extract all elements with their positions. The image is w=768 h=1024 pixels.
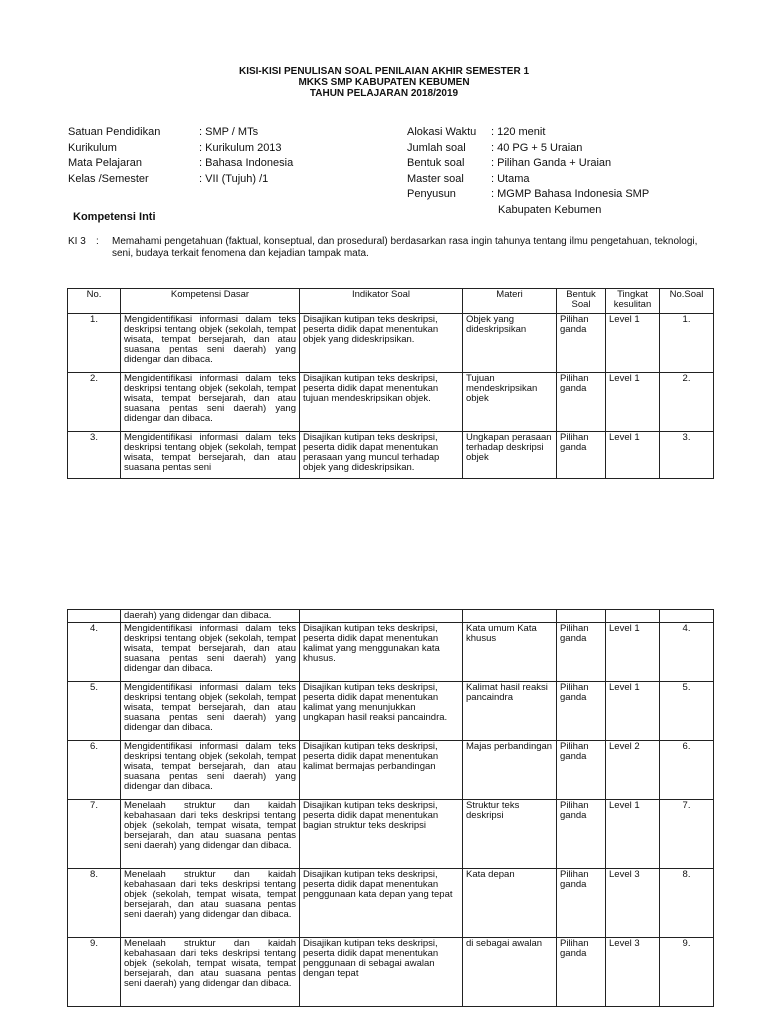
table-row: [68, 623, 714, 682]
cell-materi: Kalimat hasil reaksi pancaindra: [463, 682, 557, 741]
column-header: Tingkat kesulitan: [606, 289, 660, 314]
meta-key: Master soal: [407, 172, 464, 185]
cell-materi: Tujuan mendeskripsikan objek: [463, 373, 557, 432]
meta-row: [68, 156, 293, 172]
cell-bentuk-soal: [557, 610, 606, 623]
cell-indikator: Disajikan kutipan teks deskripsi, peserta didik dapat menentukan objek yang dideskripsikan.: [300, 314, 463, 373]
meta-key: Jumlah soal: [407, 141, 466, 154]
cell-indikator: Disajikan kutipan teks deskripsi, peserta didik dapat menentukan penggunaan di sebagai awalan dengan tepat: [300, 938, 463, 1007]
cell-tingkat: Level 1: [606, 800, 660, 869]
cell-no: 7.: [68, 800, 121, 869]
cell-kompetensi-dasar: Mengidentifikasi informasi dalam teks deskripsi tentang objek (sekolah, tempat wisata, tempat bersejarah, dan atau suasana pentas seni daerah) yang didengar dan dibaca.: [121, 373, 300, 432]
meta-right: [407, 125, 649, 218]
cell-no: 3.: [68, 432, 121, 479]
meta-value: : MGMP Bahasa Indonesia SMP: [491, 188, 650, 200]
ki-separator: :: [96, 236, 99, 247]
cell-tingkat: Level 2: [606, 741, 660, 800]
table-row: [68, 869, 714, 938]
cell-kompetensi-dasar: Mengidentifikasi informasi dalam teks deskripsi tentang objek (sekolah, tempat wisata, tempat bersejarah, dan atau suasana pentas seni daerah) yang didengar dan dibaca.: [121, 682, 300, 741]
cell-no-soal: 6.: [660, 741, 714, 800]
kisi-table-continued: [67, 609, 714, 1007]
cell-bentuk-soal: Pilihan ganda: [557, 682, 606, 741]
cell-indikator: Disajikan kutipan teks deskripsi, peserta didik dapat menentukan penggunaan kata depan yang tepat: [300, 869, 463, 938]
document-title: [0, 66, 768, 99]
document-page: [0, 0, 768, 490]
meta-left: [68, 125, 293, 187]
cell-materi: Kata umum Kata khusus: [463, 623, 557, 682]
cell-no: 2.: [68, 373, 121, 432]
table-row: [68, 314, 714, 373]
meta-key: Bentuk soal: [407, 157, 465, 169]
meta-row: [407, 141, 649, 157]
title-line-3: TAHUN PELAJARAN 2018/2019: [309, 88, 459, 99]
meta-row: [407, 187, 649, 203]
ki-label: KI 3: [68, 236, 86, 247]
table-row: [68, 938, 714, 1007]
table-row: [68, 373, 714, 432]
cell-no: 5.: [68, 682, 121, 741]
cell-tingkat: Level 1: [606, 373, 660, 432]
cell-kompetensi-dasar: Menelaah struktur dan kaidah kebahasaan dari teks deskripsi tentang objek (sekolah, tempat wisata, tempat bersejarah, dan atau suasana pentas seni daerah) yang didengar dan dibaca.: [121, 869, 300, 938]
cell-no-soal: 5.: [660, 682, 714, 741]
cell-indikator: Disajikan kutipan teks deskripsi, peserta didik dapat menentukan bagian struktur teks deskripsi: [300, 800, 463, 869]
cell-no: 9.: [68, 938, 121, 1007]
cell-indikator: Disajikan kutipan teks deskripsi, peserta didik dapat menentukan kalimat bermajas perbandingan: [300, 741, 463, 800]
section-heading: Kompetensi Inti: [73, 211, 156, 223]
meta-value: : VII (Tujuh) /1: [199, 172, 269, 185]
cell-materi: Struktur teks deskripsi: [463, 800, 557, 869]
cell-bentuk-soal: Pilihan ganda: [557, 373, 606, 432]
cell-tingkat: [606, 610, 660, 623]
cell-tingkat: Level 1: [606, 682, 660, 741]
ki-text: Memahami pengetahuan (faktual, konseptual, dan prosedural) berdasarkan rasa ingin tahunya tentang ilmu pengetahuan, teknologi, seni, budaya terkait fenomena dan kejadian tampak mata.: [112, 236, 698, 259]
column-header: Bentuk Soal: [557, 289, 606, 314]
meta-key: Satuan Pendidikan: [68, 126, 161, 138]
cell-indikator: [300, 610, 463, 623]
cell-kompetensi-dasar: Mengidentifikasi informasi dalam teks deskripsi tentang objek (sekolah, tempat wisata, tempat bersejarah, dan atau suasana pentas seni daerah) yang didengar dan dibaca.: [121, 314, 300, 373]
cell-no: 4.: [68, 623, 121, 682]
cell-bentuk-soal: Pilihan ganda: [557, 869, 606, 938]
meta-value: : 40 PG + 5 Uraian: [491, 141, 583, 154]
meta-value: : Bahasa Indonesia: [199, 157, 294, 169]
meta-row: [407, 125, 649, 141]
column-header: Indikator Soal: [300, 289, 463, 314]
cell-materi: Ungkapan perasaan terhadap deskripsi objek: [463, 432, 557, 479]
cell-kompetensi-dasar: Menelaah struktur dan kaidah kebahasaan dari teks deskripsi tentang objek (sekolah, tempat wisata, tempat bersejarah, dan atau suasana pentas seni daerah) yang didengar dan dibaca.: [121, 938, 300, 1007]
cell-tingkat: Level 1: [606, 314, 660, 373]
meta-value: : Kurikulum 2013: [199, 141, 282, 154]
cell-no-soal: 9.: [660, 938, 714, 1007]
meta-row: [407, 156, 649, 172]
cell-no-soal: 3.: [660, 432, 714, 479]
cell-kompetensi-dasar: daerah) yang didengar dan dibaca.: [121, 610, 300, 623]
meta-key: Kurikulum: [68, 141, 117, 154]
cell-kompetensi-dasar: Mengidentifikasi informasi dalam teks deskripsi tentang objek (sekolah, tempat wisata, tempat bersejarah, dan atau suasana pentas seni daerah) yang didengar dan dibaca.: [121, 741, 300, 800]
cell-no-soal: 7.: [660, 800, 714, 869]
table-row: [68, 682, 714, 741]
cell-bentuk-soal: Pilihan ganda: [557, 432, 606, 479]
meta-row: [68, 141, 293, 157]
cell-tingkat: Level 1: [606, 623, 660, 682]
meta-row: [68, 125, 293, 141]
cell-kompetensi-dasar: Mengidentifikasi informasi dalam teks deskripsi tentang objek (sekolah, tempat wisata, tempat bersejarah, dan atau suasana pentas seni daerah) yang didengar dan dibaca.: [121, 623, 300, 682]
cell-bentuk-soal: Pilihan ganda: [557, 623, 606, 682]
meta-value: : Utama: [491, 172, 530, 185]
cell-tingkat: Level 1: [606, 432, 660, 479]
cell-bentuk-soal: Pilihan ganda: [557, 800, 606, 869]
table-row: [68, 800, 714, 869]
cell-materi: Objek yang dideskripsikan: [463, 314, 557, 373]
table-row: [68, 432, 714, 479]
meta-key: Penyusun: [407, 188, 456, 200]
column-header: Kompetensi Dasar: [121, 289, 300, 314]
cell-indikator: Disajikan kutipan teks deskripsi, peserta didik dapat menentukan tujuan mendeskripsikan objek.: [300, 373, 463, 432]
meta-row: [407, 172, 649, 188]
cell-indikator: Disajikan kutipan teks deskripsi, peserta didik dapat menentukan kalimat yang menggunakan kata khusus.: [300, 623, 463, 682]
cell-no: [68, 610, 121, 623]
table-row-continuation: [68, 610, 714, 623]
meta-key: Mata Pelajaran: [68, 157, 142, 169]
ki-row: [68, 236, 708, 260]
cell-kompetensi-dasar: Menelaah struktur dan kaidah kebahasaan dari teks deskripsi tentang objek (sekolah, tempat wisata, tempat bersejarah, dan atau suasana pentas seni daerah) yang didengar dan dibaca.: [121, 800, 300, 869]
table-row: [68, 741, 714, 800]
table-header-row: [68, 289, 714, 314]
cell-no-soal: 2.: [660, 373, 714, 432]
cell-bentuk-soal: Pilihan ganda: [557, 741, 606, 800]
cell-tingkat: Level 3: [606, 938, 660, 1007]
cell-no: 1.: [68, 314, 121, 373]
cell-no-soal: [660, 610, 714, 623]
cell-materi: Majas perbandingan: [463, 741, 557, 800]
column-header: No.Soal: [660, 289, 714, 314]
cell-tingkat: Level 3: [606, 869, 660, 938]
cell-no-soal: 8.: [660, 869, 714, 938]
title-line-2: MKKS SMP KABUPATEN KEBUMEN: [298, 77, 470, 88]
meta-key: Alokasi Waktu: [407, 126, 477, 138]
kisi-table: [67, 288, 714, 479]
column-header: Materi: [463, 289, 557, 314]
cell-kompetensi-dasar: Mengidentifikasi informasi dalam teks deskripsi tentang objek (sekolah, tempat wisata, tempat bersejarah, dan atau suasana pentas seni: [121, 432, 300, 479]
title-line-1: KISI-KISI PENULISAN SOAL PENILAIAN AKHIR SEMESTER 1: [238, 66, 530, 77]
cell-indikator: Disajikan kutipan teks deskripsi, peserta didik dapat menentukan kalimat yang menunjukkan ungkapan hasil reaksi pancaindra.: [300, 682, 463, 741]
meta-value: : 120 menit: [491, 126, 546, 138]
column-header: No.: [68, 289, 121, 314]
cell-materi: Kata depan: [463, 869, 557, 938]
cell-bentuk-soal: Pilihan ganda: [557, 314, 606, 373]
meta-key: Kelas /Semester: [68, 172, 149, 185]
cell-bentuk-soal: Pilihan ganda: [557, 938, 606, 1007]
cell-materi: di sebagai awalan: [463, 938, 557, 1007]
cell-no: 6.: [68, 741, 121, 800]
meta-value: : SMP / MTs: [199, 126, 259, 138]
cell-indikator: Disajikan kutipan teks deskripsi, peserta didik dapat menentukan perasaan yang muncul terhadap objek yang dideskripsikan.: [300, 432, 463, 479]
meta-value: : Pilihan Ganda + Uraian: [491, 157, 612, 169]
cell-no-soal: 4.: [660, 623, 714, 682]
meta-value-continuation: Kabupaten Kebumen: [498, 203, 602, 216]
cell-materi: [463, 610, 557, 623]
cell-no: 8.: [68, 869, 121, 938]
meta-row: [68, 172, 293, 188]
cell-no-soal: 1.: [660, 314, 714, 373]
